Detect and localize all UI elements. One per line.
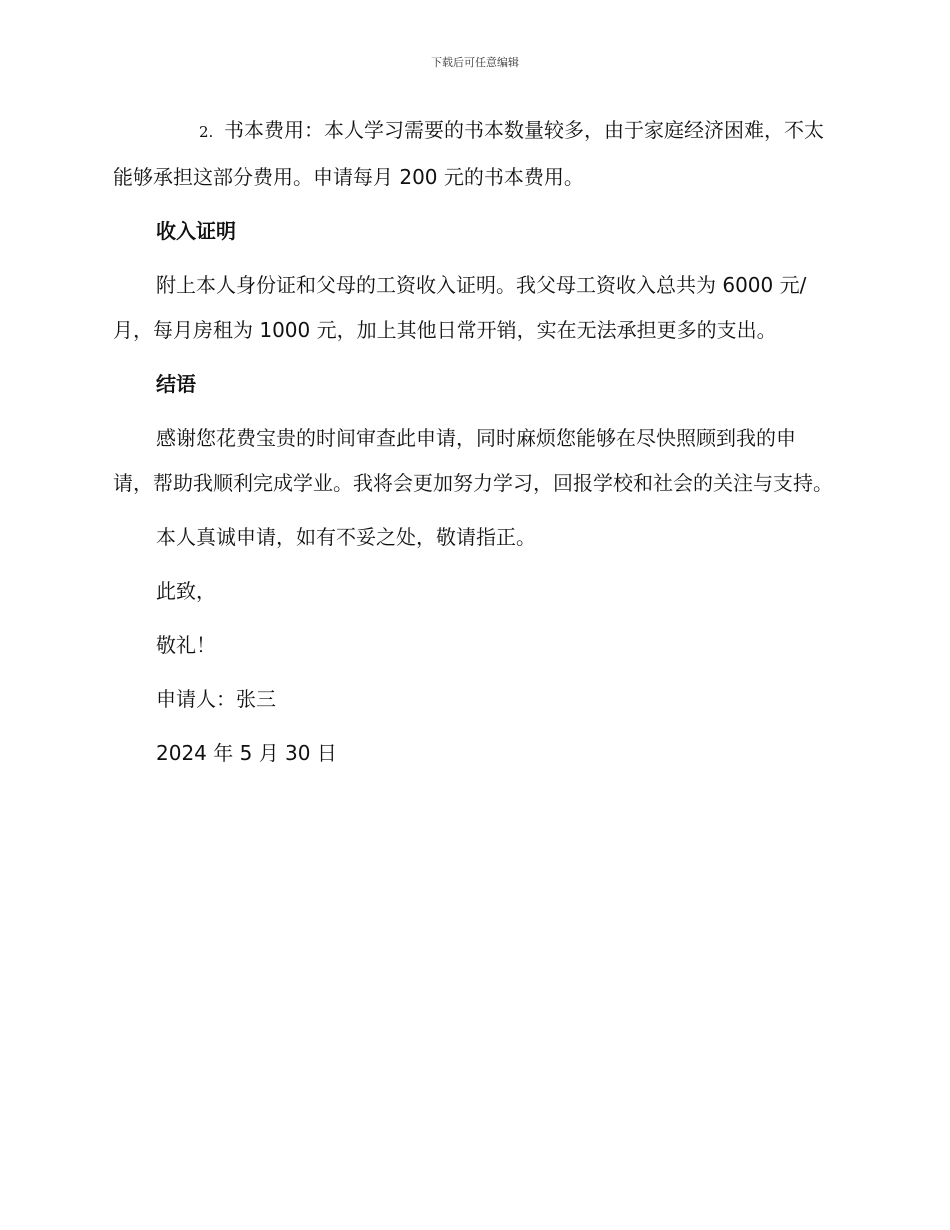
- list-item-book-fees: [113, 108, 835, 200]
- list-item-number: 2.: [199, 123, 214, 141]
- applicant-line: 申请人：张三: [156, 687, 276, 711]
- salute-line: 敬礼！: [156, 633, 216, 657]
- list-item-text: 书本费用：本人学习需要的书本数量较多，由于家庭经济困难，不太能够承担这部分费用。申请每月 200 元的书本费用。: [113, 118, 824, 189]
- header-note: 下载后可任意编辑: [431, 56, 519, 69]
- closing-heading: 结语: [156, 372, 196, 396]
- closing-paragraph: 感谢您花费宝贵的时间审查此申请，同时麻烦您能够在尽快照顾到我的申请，帮助我顺利完成学业。我将会更加努力学习，回报学校和社会的关注与支持。: [113, 426, 833, 495]
- income-paragraph: 附上本人身份证和父母的工资收入证明。我父母工资收入总共为 6000 元/月，每月房租为 1000 元，加上其他日常开销，实在无法承担更多的支出。: [113, 273, 807, 342]
- income-heading: 收入证明: [156, 219, 236, 243]
- greeting-line: 此致，: [156, 579, 216, 603]
- document-body: [113, 108, 835, 785]
- sincere-request-line: 本人真诚申请，如有不妥之处，敬请指正。: [156, 525, 536, 549]
- date-line: 2024 年 5 月 30 日: [156, 741, 337, 765]
